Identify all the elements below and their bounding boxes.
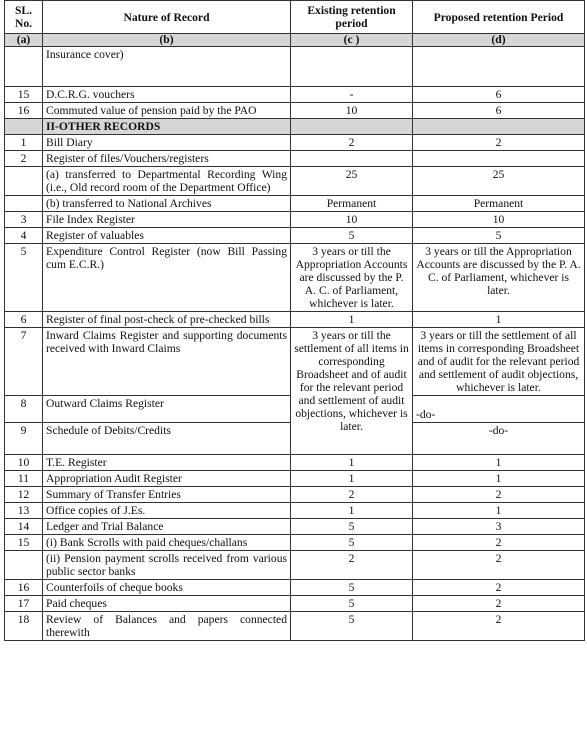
row-nature: Counterfoils of cheque books [43,580,291,596]
row-sl [5,167,43,196]
header-sl-no: SL. No. [5,1,43,34]
row-proposed: 2 [413,551,585,580]
row-nature: Bill Diary [43,135,291,151]
table-row [5,196,585,212]
table-row [5,519,585,535]
row-nature: Register of files/Vouchers/registers [43,151,291,167]
row-proposed: Permanent [413,196,585,212]
row-sl: 16 [5,103,43,119]
table-row [5,328,585,396]
table-row [5,151,585,167]
row-nature: D.C.R.G. vouchers [43,87,291,103]
row-existing: 2 [291,551,413,580]
row-existing: 1 [291,503,413,519]
header-proposed-period: Proposed retention Period [413,1,585,34]
row-sl: 15 [5,535,43,551]
row-proposed: -do- [413,396,585,423]
row-nature: Appropriation Audit Register [43,471,291,487]
table-row [5,535,585,551]
row-existing: 1 [291,471,413,487]
row-sl: 3 [5,212,43,228]
row-sl: 6 [5,312,43,328]
row-proposed: 2 [413,612,585,641]
header-existing-period: Existing retention period [291,1,413,34]
row-existing: 5 [291,596,413,612]
row-sl: 17 [5,596,43,612]
table-row [5,503,585,519]
column-letter-row [5,34,585,47]
row-sl: 14 [5,519,43,535]
row-sl: 13 [5,503,43,519]
table-row [5,580,585,596]
row-proposed: 1 [413,312,585,328]
row-existing: 10 [291,212,413,228]
table-header-row [5,1,585,34]
row-proposed: 3 years or till the Appropriation Accounts are discussed by the P. A. C. of Parliament, whichever is later. [413,244,585,312]
row-existing: 3 years or till the Appropriation Accounts are discussed by the P. A. C. of Parliament, whichever is later. [291,244,413,312]
table-row [5,135,585,151]
row-nature: Ledger and Trial Balance [43,519,291,535]
row-proposed: 6 [413,103,585,119]
row-existing: 1 [291,455,413,471]
retention-schedule-table [4,0,585,641]
table-row [5,471,585,487]
row-sl: 1 [5,135,43,151]
row-proposed: 2 [413,580,585,596]
row-existing: 5 [291,519,413,535]
table-row [5,212,585,228]
row-proposed [413,151,585,167]
row-proposed: 1 [413,455,585,471]
row-proposed: 5 [413,228,585,244]
row-proposed: 2 [413,135,585,151]
row-existing: 25 [291,167,413,196]
row-proposed: 1 [413,503,585,519]
row-nature: (i) Bank Scrolls with paid cheques/challans [43,535,291,551]
section-header-row [5,119,585,135]
table-row [5,312,585,328]
row-existing: 3 years or till the settlement of all items in corresponding Broadsheet and of audit for the relevant period and settlement of audit objections, whichever is later. [291,328,413,455]
row-nature: T.E. Register [43,455,291,471]
row-sl: 7 [5,328,43,396]
table-row [5,487,585,503]
row-nature: Schedule of Debits/Credits [43,423,291,455]
row-sl: 2 [5,151,43,167]
row-nature: Register of valuables [43,228,291,244]
row-sl: 10 [5,455,43,471]
row-nature: (ii) Pension payment scrolls received from various public sector banks [43,551,291,580]
section-title: II-OTHER RECORDS [43,119,291,135]
row-existing [291,47,413,87]
table-row [5,596,585,612]
row-nature: Commuted value of pension paid by the PAO [43,103,291,119]
row-sl [5,551,43,580]
row-nature: Expenditure Control Register (now Bill Passing cum E.C.R.) [43,244,291,312]
row-sl [5,196,43,212]
row-nature: Review of Balances and papers connected therewith [43,612,291,641]
row-sl: 15 [5,87,43,103]
row-existing: 1 [291,312,413,328]
row-existing: 2 [291,135,413,151]
table-row [5,103,585,119]
row-sl: 8 [5,396,43,423]
row-existing: 2 [291,487,413,503]
row-nature: File Index Register [43,212,291,228]
row-sl: 11 [5,471,43,487]
row-proposed: 2 [413,535,585,551]
row-nature: Office copies of J.Es. [43,503,291,519]
column-letter-b: (b) [43,34,291,47]
row-proposed: 10 [413,212,585,228]
table-row [5,228,585,244]
row-nature: Insurance cover) [43,47,291,87]
row-proposed: 6 [413,87,585,103]
header-nature-of-record: Nature of Record [43,1,291,34]
row-sl: 16 [5,580,43,596]
row-nature: Summary of Transfer Entries [43,487,291,503]
row-nature: (a) transferred to Departmental Recording Wing (i.e., Old record room of the Department Office) [43,167,291,196]
row-existing: - [291,87,413,103]
row-nature: Inward Claims Register and supporting documents received with Inward Claims [43,328,291,396]
row-proposed: 2 [413,596,585,612]
row-nature: Register of final post-check of pre-checked bills [43,312,291,328]
table-row [5,87,585,103]
section-proposed-empty [413,119,585,135]
row-proposed: -do- [413,423,585,455]
section-sl-empty [5,119,43,135]
row-existing: 5 [291,228,413,244]
row-sl: 12 [5,487,43,503]
table-row [5,167,585,196]
row-sl: 9 [5,423,43,455]
row-proposed: 1 [413,471,585,487]
row-proposed: 3 [413,519,585,535]
row-proposed: 2 [413,487,585,503]
row-existing [291,151,413,167]
section-existing-empty [291,119,413,135]
row-sl: 5 [5,244,43,312]
row-proposed: 25 [413,167,585,196]
table-row [5,455,585,471]
column-letter-d: (d) [413,34,585,47]
row-existing: 5 [291,580,413,596]
column-letter-a: (a) [5,34,43,47]
row-existing: 5 [291,535,413,551]
table-row [5,244,585,312]
row-nature: (b) transferred to National Archives [43,196,291,212]
row-nature: Outward Claims Register [43,396,291,423]
row-proposed [413,47,585,87]
row-sl [5,47,43,87]
row-proposed: 3 years or till the settlement of all items in corresponding Broadsheet and of audit for the relevant period and settlement of audit objections, whichever is later. [413,328,585,396]
row-nature: Paid cheques [43,596,291,612]
row-existing: Permanent [291,196,413,212]
row-sl: 4 [5,228,43,244]
table-row [5,612,585,641]
retention-schedule-page [4,0,584,641]
column-letter-c: (c ) [291,34,413,47]
row-existing: 10 [291,103,413,119]
table-row [5,47,585,87]
row-existing: 5 [291,612,413,641]
table-row [5,551,585,580]
row-sl: 18 [5,612,43,641]
